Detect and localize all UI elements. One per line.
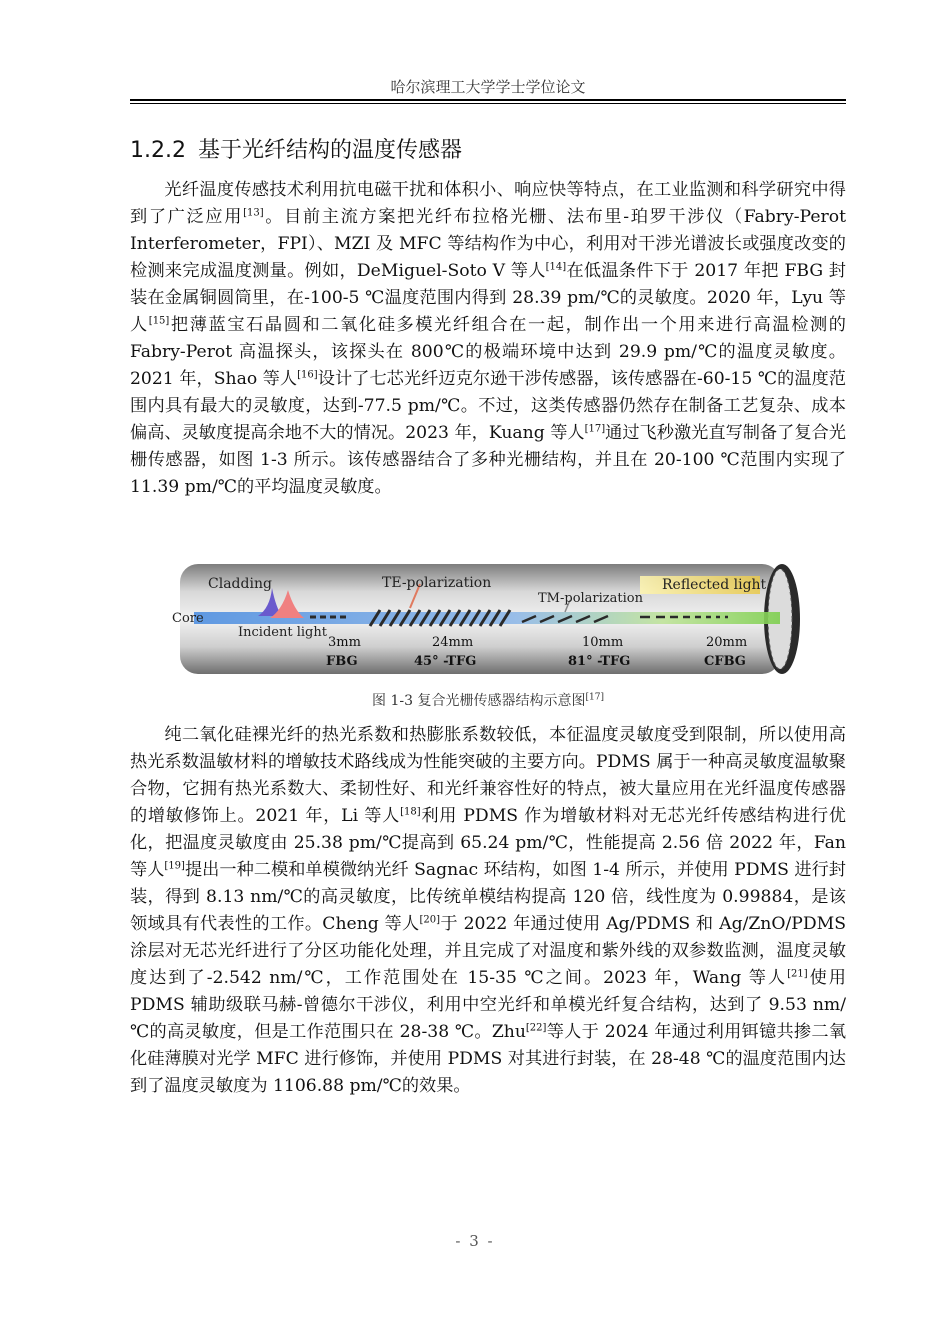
section-heading <box>130 133 462 164</box>
paragraph-1 <box>130 177 846 501</box>
citation: [13] <box>243 207 264 219</box>
text-run: 提出一种二模和单模微纳光纤 Sagnac 环结构，如图 1-4 所示，并使用 PDMS 进行封装，得到 8.13 nm/℃的高灵敏度，比传统单模结构提高 120 倍，线性度为 0.99884，是该领域具有代表性的工作。Cheng 等人 <box>130 860 846 934</box>
text-run: 。目前主流方案把光纤布拉格光栅、法布里-珀罗干涉仪（Fabry-Perot Interferometer，FPI）、MZI 及 MFC 等结构作为中心，利用对干涉光谱波长或强度改变的检测来完成温度测量。例如，DeMiguel-Soto V 等人 <box>130 207 846 281</box>
text-run: 在低温条件下于 2017 年把 FBG 封装在金属铜圆筒里，在-100-5 ℃温度范围内得到 28.39 pm/℃的灵敏度。2020 年，Lyu 等人 <box>130 261 846 335</box>
text-run: 于 2022 年通过使用 Ag/PDMS 和 Ag/ZnO/PDMS 涂层对无芯光纤进行了分区功能化处理，并且完成了对温度和紫外线的双参数监测，温度灵敏度达到了-2.542 nm/℃，工作范围处在 15-35 ℃之间。2023 年，Wang 等人 <box>130 914 846 988</box>
citation: [14] <box>545 261 567 273</box>
citation: [18] <box>400 806 421 818</box>
text-run: 通过飞秒激光直写制备了复合光栅传感器，如图 1-3 所示。该传感器结合了多种光栅结构，并且在 20-100 ℃范围内实现了 11.39 pm/℃的平均温度灵敏度。 <box>130 423 846 497</box>
segment-length: 24mm <box>432 635 474 650</box>
paragraph-2 <box>130 722 846 1100</box>
label-te: TE-polarization <box>382 575 492 591</box>
segment-name: 81° -TFG <box>568 654 631 669</box>
citation: [15] <box>148 315 170 327</box>
text-run: 利用 PDMS 作为增敏材料对无芯光纤传感结构进行优化，把温度灵敏度由 25.38 pm/℃提高到 65.24 pm/℃，性能提高 2.56 倍 2022 年，Fan 等人 <box>130 806 846 880</box>
citation: [16] <box>297 369 318 381</box>
text-run: 把薄蓝宝石晶圆和二氧化硅多模光纤组合在一起，制作出一个用来进行高温检测的 Fabry-Perot 高温探头，该探头在 800℃的极端环境中达到 29.9 pm/℃的温度灵敏度。2021 年，Shao 等人 <box>130 315 846 389</box>
text-run: 光纤温度传感技术利用抗电磁干扰和体积小、响应快等特点，在工业监测和科学研究中得到了广泛应用 <box>130 180 846 227</box>
figure-caption <box>130 690 846 710</box>
page-header: 哈尔滨理工大学学士学位论文 <box>390 78 586 96</box>
label-cladding: Cladding <box>208 576 272 592</box>
citation: [20] <box>419 914 441 926</box>
citation: [17] <box>585 692 604 703</box>
label-tm: TM-polarization <box>538 591 643 606</box>
segment-name: FBG <box>326 654 358 669</box>
citation: [19] <box>164 860 185 872</box>
segment-length: 10mm <box>582 635 624 650</box>
text-run: 设计了七芯光纤迈克尔逊干涉传感器，该传感器在-60-15 ℃的温度范围内具有最大的灵敏度，达到-77.5 pm/℃。不过，这类传感器仍然存在制备工艺复杂、成本偏高、灵敏度提高余地不大的情况。2023 年，Kuang 等人 <box>130 369 846 443</box>
text-run: 等人于 2024 年通过利用铒镱共掺二氧化硅薄膜对光学 MFC 进行修饰，并使用 PDMS 对其进行封装，在 28-48 ℃的温度范围内达到了温度灵敏度为 1106.88 pm/℃的效果。 <box>130 1022 847 1096</box>
segment-length: 3mm <box>328 635 361 650</box>
caption-text: 图 1-3 复合光栅传感器结构示意图 <box>372 693 586 709</box>
label-incident: Incident light <box>238 625 327 640</box>
segment-name: CFBG <box>704 654 746 669</box>
section-title: 基于光纤结构的温度传感器 <box>197 138 462 163</box>
citation: [17] <box>584 423 606 435</box>
grating-sensor-figure <box>170 560 800 678</box>
page-number: - 3 - <box>455 1232 495 1250</box>
citation: [22] <box>525 1022 547 1034</box>
section-number: 1.2.2 <box>130 138 186 163</box>
header-rule-thick <box>130 99 846 101</box>
citation: [21] <box>787 968 808 980</box>
header-rule-thin <box>130 103 846 104</box>
segment-name: 45° -TFG <box>414 654 477 669</box>
segment-length: 20mm <box>706 635 748 650</box>
label-core: Core <box>172 611 204 626</box>
text-run: 纯二氧化硅裸光纤的热光系数和热膨胀系数较低，本征温度灵敏度受到限制，所以使用高热光系数温敏材料的增敏技术路线成为性能突破的主要方向。PDMS 属于一种高灵敏度温敏聚合物，它拥有热光系数大、柔韧性好、和光纤兼容性好的特点，被大量应用在光纤温度传感器的增敏修饰上。2021 年，Li 等人 <box>130 725 846 826</box>
text-run: 使用 PDMS 辅助级联马赫-曾德尔干涉仪，利用中空光纤和单模光纤复合结构，达到了 9.53 nm/℃的高灵敏度，但是工作范围只在 28-38 ℃。Zhu <box>130 968 846 1042</box>
label-reflected: Reflected light <box>662 577 767 593</box>
